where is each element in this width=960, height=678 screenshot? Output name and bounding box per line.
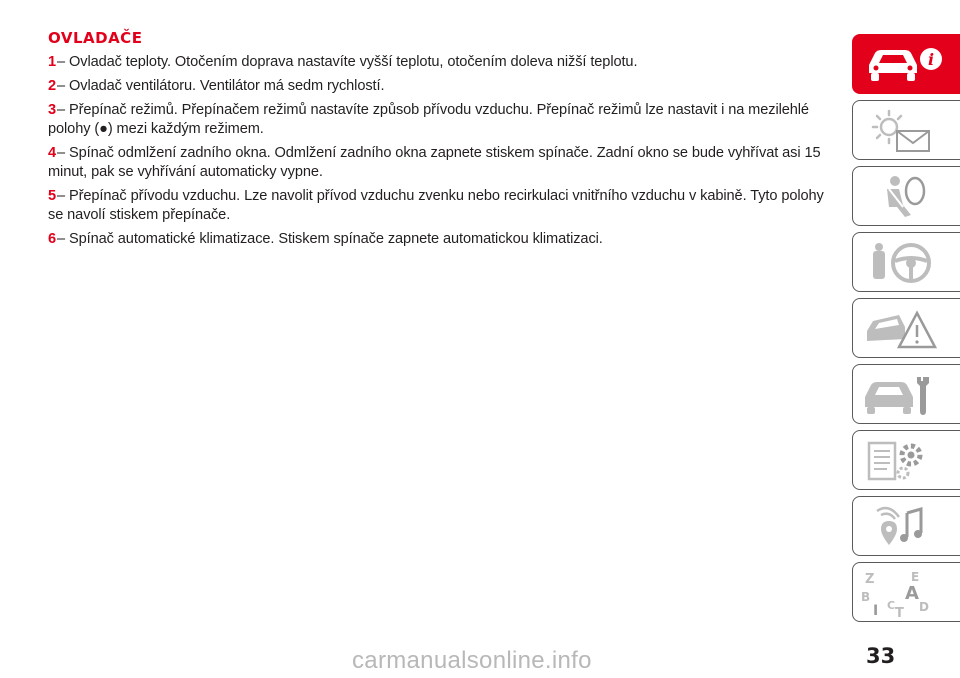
index-letter: T xyxy=(895,606,904,619)
item-number: 2 xyxy=(48,78,57,94)
item-number: 4 xyxy=(48,145,57,161)
item-number: 1 xyxy=(48,54,57,70)
tab-safety[interactable] xyxy=(852,166,960,226)
item-number: 5 xyxy=(48,188,57,204)
index-letter: I xyxy=(873,603,879,619)
technical-data-gear-icon xyxy=(859,435,953,487)
tab-warning-lights[interactable] xyxy=(852,100,960,160)
watermark: carmanualsonline.info xyxy=(352,647,592,674)
warning-lights-message-icon xyxy=(859,105,953,157)
tab-index[interactable] xyxy=(852,562,960,622)
svg-text:i: i xyxy=(927,50,935,69)
item-number: 6 xyxy=(48,231,57,247)
index-letter: A xyxy=(905,583,919,604)
index-letter: Z xyxy=(865,572,875,587)
item-text: – Ovladač ventilátoru. Ventilátor má sedm rychlostí. xyxy=(57,78,385,94)
tab-emergency[interactable] xyxy=(852,298,960,358)
index-letter: C xyxy=(887,599,896,612)
item-text: – Přepínač režimů. Přepínačem režimů nastavíte způsob přívodu vzduchu. Přepínač režimů lze nastavit i na mezilehlé polohy (●) mezi každým režimem. xyxy=(48,102,809,137)
page-number: 33 xyxy=(866,644,896,668)
tab-technical-data[interactable] xyxy=(852,430,960,490)
airbag-seatbelt-icon xyxy=(859,171,953,223)
list-item xyxy=(48,101,838,139)
tab-starting[interactable] xyxy=(852,232,960,292)
item-text: – Ovladač teploty. Otočením doprava nastavíte vyšší teplotu, otočením doleva nižší teplotu. xyxy=(57,54,638,70)
item-number: 3 xyxy=(48,102,57,118)
controls-list xyxy=(48,53,838,254)
car-info-icon xyxy=(859,39,953,91)
alphabetical-index-icon xyxy=(859,567,953,619)
tab-maintenance[interactable] xyxy=(852,364,960,424)
item-text: – Přepínač přívodu vzduchu. Lze navolit přívod vzduchu zvenku nebo recirkulaci vnitřního vzduchu v kabině. Tyto polohy se navolí stiskem přepínače. xyxy=(48,188,824,223)
tab-car-info[interactable] xyxy=(852,34,960,94)
list-item xyxy=(48,77,838,96)
list-item xyxy=(48,230,838,249)
key-steering-wheel-icon xyxy=(859,237,953,289)
item-text: – Spínač odmlžení zadního okna. Odmlžení zadního okna zapnete stiskem spínače. Zadní okno se bude vyhřívat asi 15 minut, pak se vyhřívání automaticky vypne. xyxy=(48,145,821,180)
tab-multimedia[interactable] xyxy=(852,496,960,556)
multimedia-music-icon xyxy=(859,501,953,553)
emergency-breakdown-icon xyxy=(859,303,953,355)
list-item xyxy=(48,53,838,72)
section-heading: OVLADAČE xyxy=(48,29,143,47)
index-letter: B xyxy=(861,590,871,604)
car-maintenance-wrench-icon xyxy=(859,369,953,421)
list-item xyxy=(48,187,838,225)
item-text: – Spínač automatické klimatizace. Stiskem spínače zapnete automatickou klimatizaci. xyxy=(57,231,603,247)
index-letter: E xyxy=(911,570,920,584)
index-letter: D xyxy=(919,600,929,614)
list-item xyxy=(48,144,838,182)
